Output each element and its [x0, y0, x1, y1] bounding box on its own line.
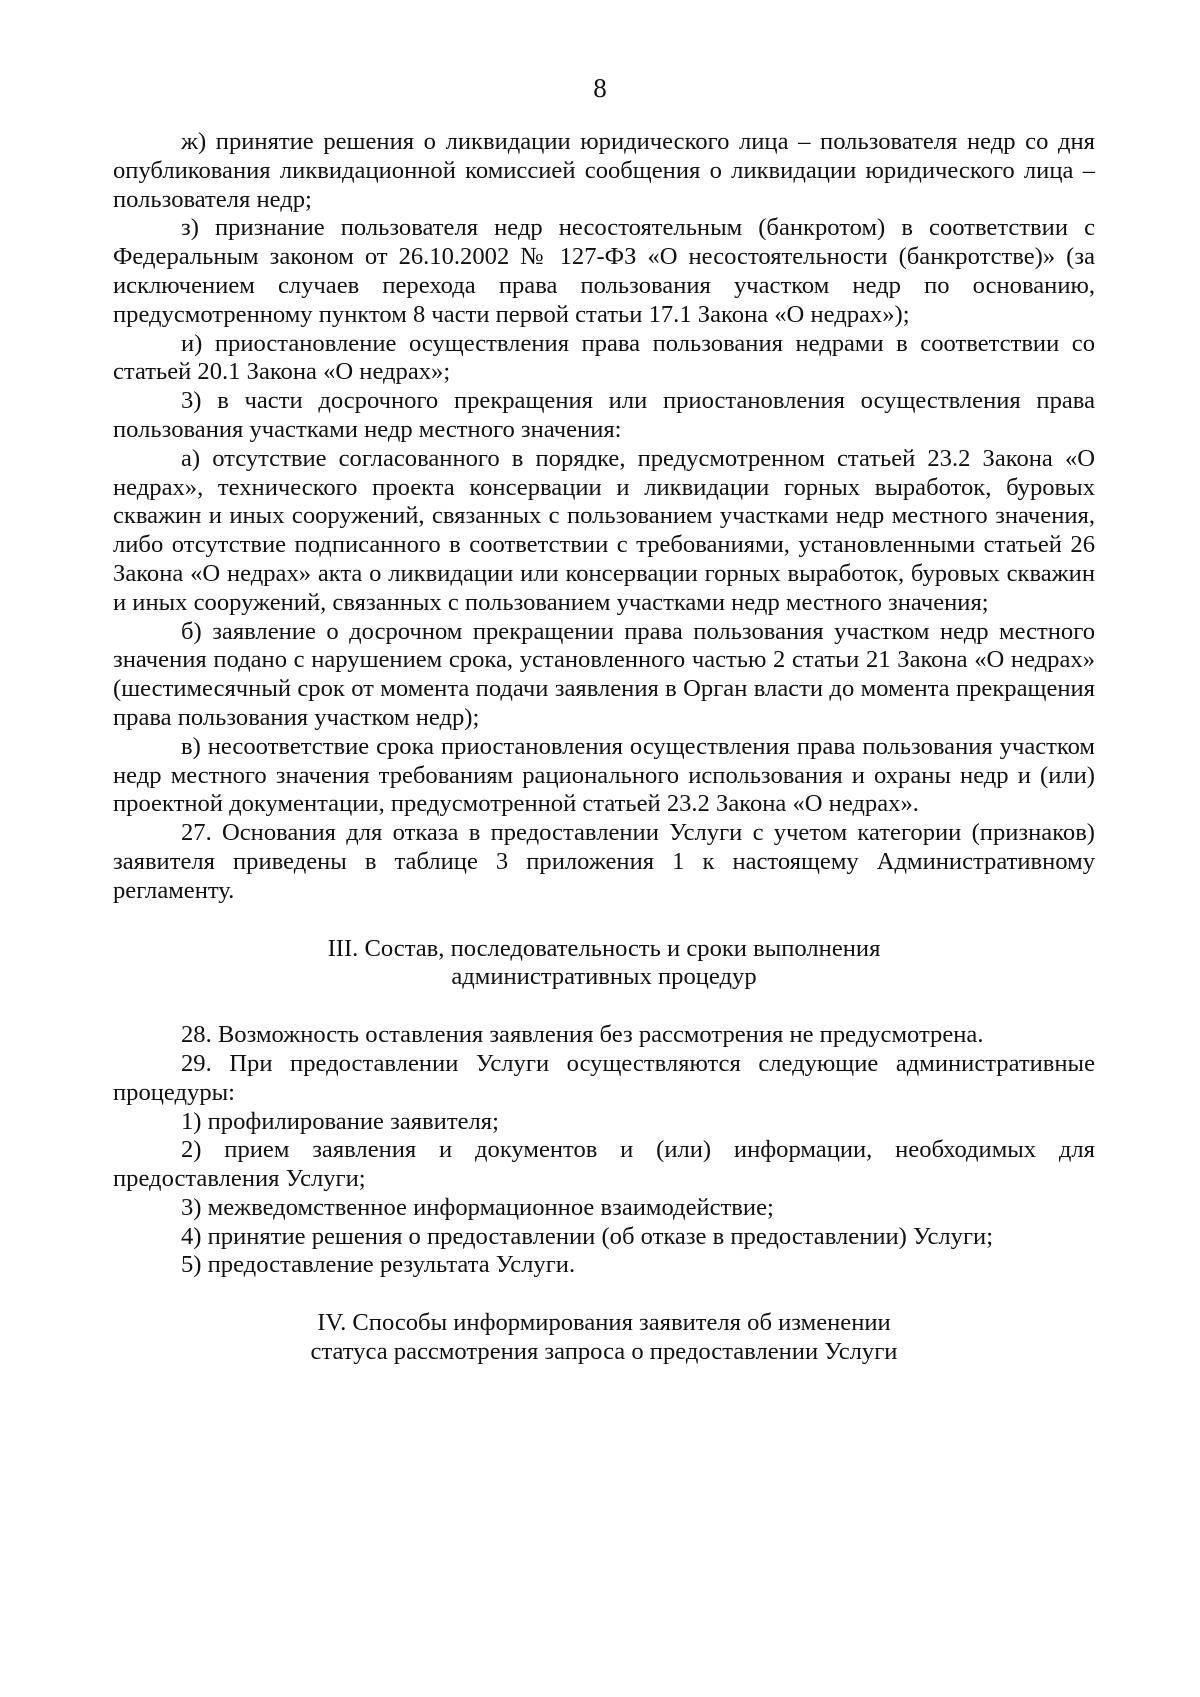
paragraph-i: и) приостановление осуществления права пользования недрами в соответствии со статьей 20.1 Закона «О недрах»; [113, 329, 1095, 386]
paragraph-a: а) отсутствие согласованного в порядке, предусмотренном статьей 23.2 Закона «О недрах», технического проекта консервации и ликвидации горных выработок, буровых скважин и иных сооружений, связанных с пользованием участками недр местного значения, либо отсутствие подписанного в соответствии с требованиями, установленными статьей 26 Закона «О недрах» акта о ликвидации или консервации горных выработок, буровых скважин и иных сооружений, связанных с пользованием участками недр местного значения; [113, 444, 1095, 616]
paragraph-28: 28. Возможность оставления заявления без рассмотрения не предусмотрена. [181, 1021, 984, 1049]
paragraph-item-3: 3) в части досрочного прекращения или приостановления осуществления права пользования участками недр местного значения: [113, 387, 1095, 443]
section-3-heading-line-1: III. Состав, последовательность и сроки выполнения [327, 934, 881, 962]
procedure-item-3: 3) межведомственное информационное взаимодействие; [181, 1193, 774, 1221]
procedure-item-5: 5) предоставление результата Услуги. [181, 1251, 576, 1279]
paragraph-27: 27. Основания для отказа в предоставлении Услуги с учетом категории (признаков) заявителя приведены в таблице 3 приложения 1 к настоящему Административному регламенту. [113, 819, 1095, 904]
section-3-heading-line-2: административных процедур [451, 963, 757, 991]
procedure-item-4: 4) принятие решения о предоставлении (об отказе в предоставлении) Услуги; [181, 1222, 994, 1250]
page-number: 8 [593, 73, 607, 103]
procedure-item-1: 1) профилирование заявителя; [181, 1107, 499, 1135]
paragraph-29: 29. При предоставлении Услуги осуществляются следующие административные процедуры: [113, 1049, 1095, 1106]
section-4-heading-line-1: IV. Способы информирования заявителя об изменении [317, 1309, 891, 1337]
document-body [113, 128, 1095, 1367]
paragraph-zh: ж) принятие решения о ликвидации юридического лица – пользователя недр со дня опубликования ликвидационной комиссией сообщения о ликвидации юридического лица – пользователя недр; [113, 128, 1095, 213]
procedure-item-2: 2) прием заявления и документов и (или) информации, необходимых для предоставления Услуги; [113, 1136, 1095, 1193]
section-4-heading-line-2: статуса рассмотрения запроса о предоставлении Услуги [310, 1338, 898, 1366]
paragraph-b: б) заявление о досрочном прекращении права пользования участком недр местного значения подано с нарушением срока, установленного частью 2 статьи 21 Закона «О недрах» (шестимесячный срок от момента подачи заявления в Орган власти до момента прекращения права пользования участком недр); [113, 617, 1095, 731]
paragraph-v: в) несоответствие срока приостановления осуществления права пользования участком недр местного значения требованиям рационального использования и охраны недр и (или) проектной документации, предусмотренной статьей 23.2 Закона «О недрах». [113, 732, 1095, 818]
paragraph-z: з) признание пользователя недр несостоятельным (банкротом) в соответствии с Федеральным законом от 26.10.2002 № 127-ФЗ «О несостоятельности (банкротстве)» (за исключением случаев перехода права пользования участком недр по основанию, предусмотренному пунктом 8 части первой статьи 17.1 Закона «О недрах»); [113, 214, 1095, 328]
